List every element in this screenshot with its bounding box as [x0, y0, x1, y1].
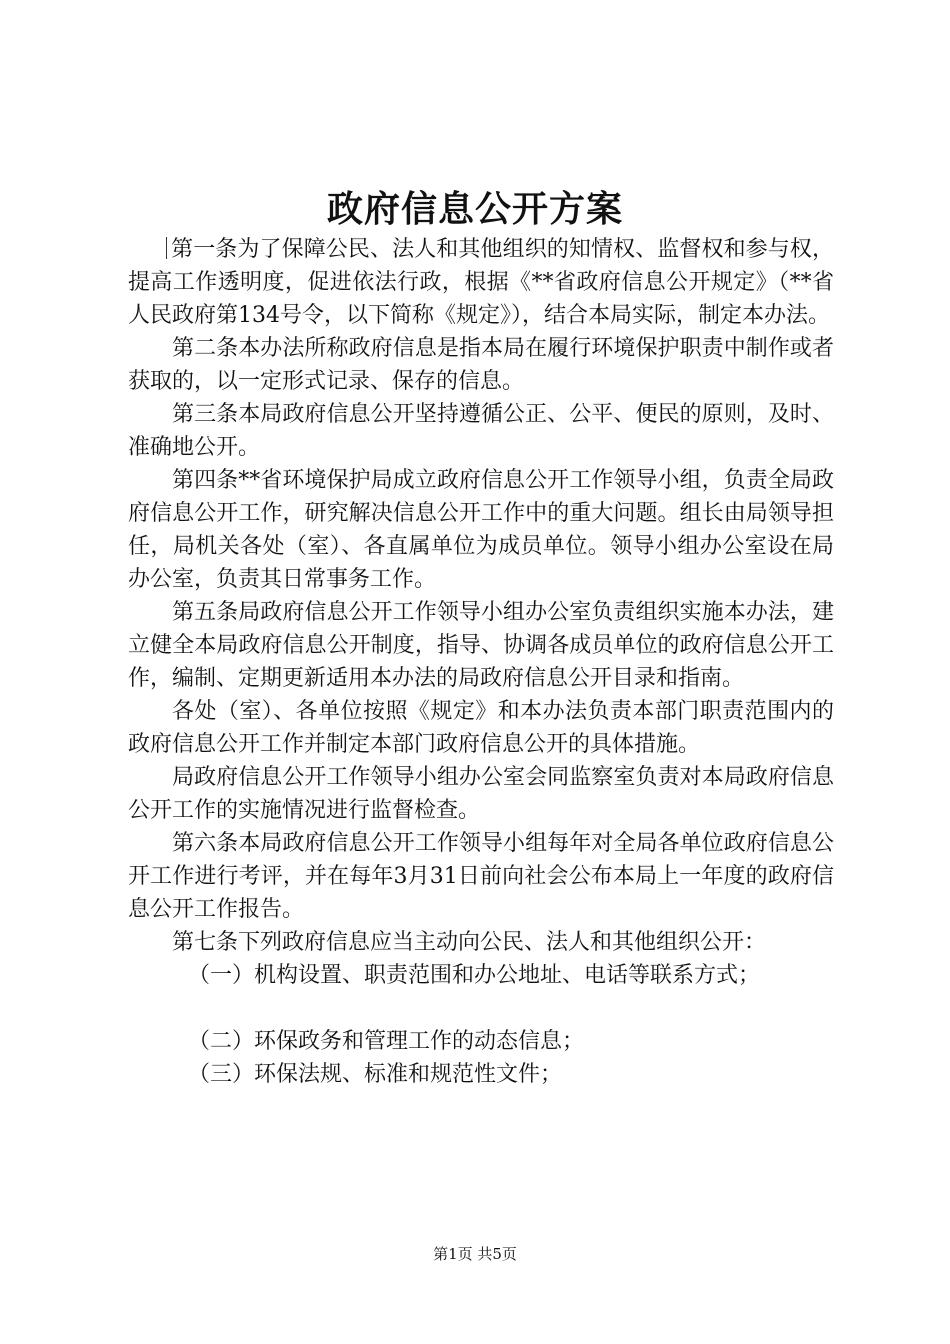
list-item-1: （一）机构设置、职责范围和办公地址、电话等联系方式；	[188, 963, 761, 988]
list-item-3: （三）环保法规、标准和规范性文件；	[188, 1062, 563, 1087]
paragraph-article-5: 第五条局政府信息公开工作领导小组办公室负责组织实施本办法，建立健全本局政府信息公开制度，指导、协调各成员单位的政府信息公开工作，编制、定期更新适用本办法的局政府信息公开目录和指南。	[128, 600, 834, 691]
paragraph-article-5-units: 各处（室）、各单位按照《规定》和本办法负责本部门职责范围内的政府信息公开工作并制定本部门政府信息公开的具体措施。	[128, 699, 834, 757]
paragraph-article-2: 第二条本办法所称政府信息是指本局在履行环境保护职责中制作或者获取的，以一定形式记录、保存的信息。	[128, 336, 834, 394]
paragraph-article-4: 第四条**省环境保护局成立政府信息公开工作领导小组，负责全局政府信息公开工作，研究解决信息公开工作中的重大问题。组长由局领导担任，局机关各处（室）、各直属单位为成员单位。领导小组办公室设在局办公室，负责其日常事务工作。	[128, 468, 834, 592]
list-item-2: （二）环保政务和管理工作的动态信息；	[188, 1029, 585, 1054]
paragraph-article-1	[128, 233, 834, 332]
paragraph-article-3: 第三条本局政府信息公开坚持遵循公正、公平、便民的原则，及时、准确地公开。	[128, 402, 834, 460]
page-number-footer: 第1页 共5页	[433, 1245, 517, 1263]
document-title: 政府信息公开方案	[326, 188, 623, 230]
paragraph-text: 第一条为了保障公民、法人和其他组织的知情权、监督权和参与权，提高工作透明度，促进依法行政，根据《**省政府信息公开规定》（**省人民政府第134号令，以下简称《规定》），结合本局实际，制定本办法。	[128, 237, 834, 328]
document-body	[128, 233, 834, 1091]
paragraph-article-5-supervision: 局政府信息公开工作领导小组办公室会同监察室负责对本局政府信息公开工作的实施情况进行监督检查。	[128, 765, 834, 823]
paragraph-article-7: 第七条下列政府信息应当主动向公民、法人和其他组织公开：	[172, 930, 767, 955]
paragraph-article-6: 第六条本局政府信息公开工作领导小组每年对全局各单位政府信息公开工作进行考评，并在每年3月31日前向社会公布本局上一年度的政府信息公开工作报告。	[128, 831, 834, 922]
text-cursor	[166, 237, 167, 259]
